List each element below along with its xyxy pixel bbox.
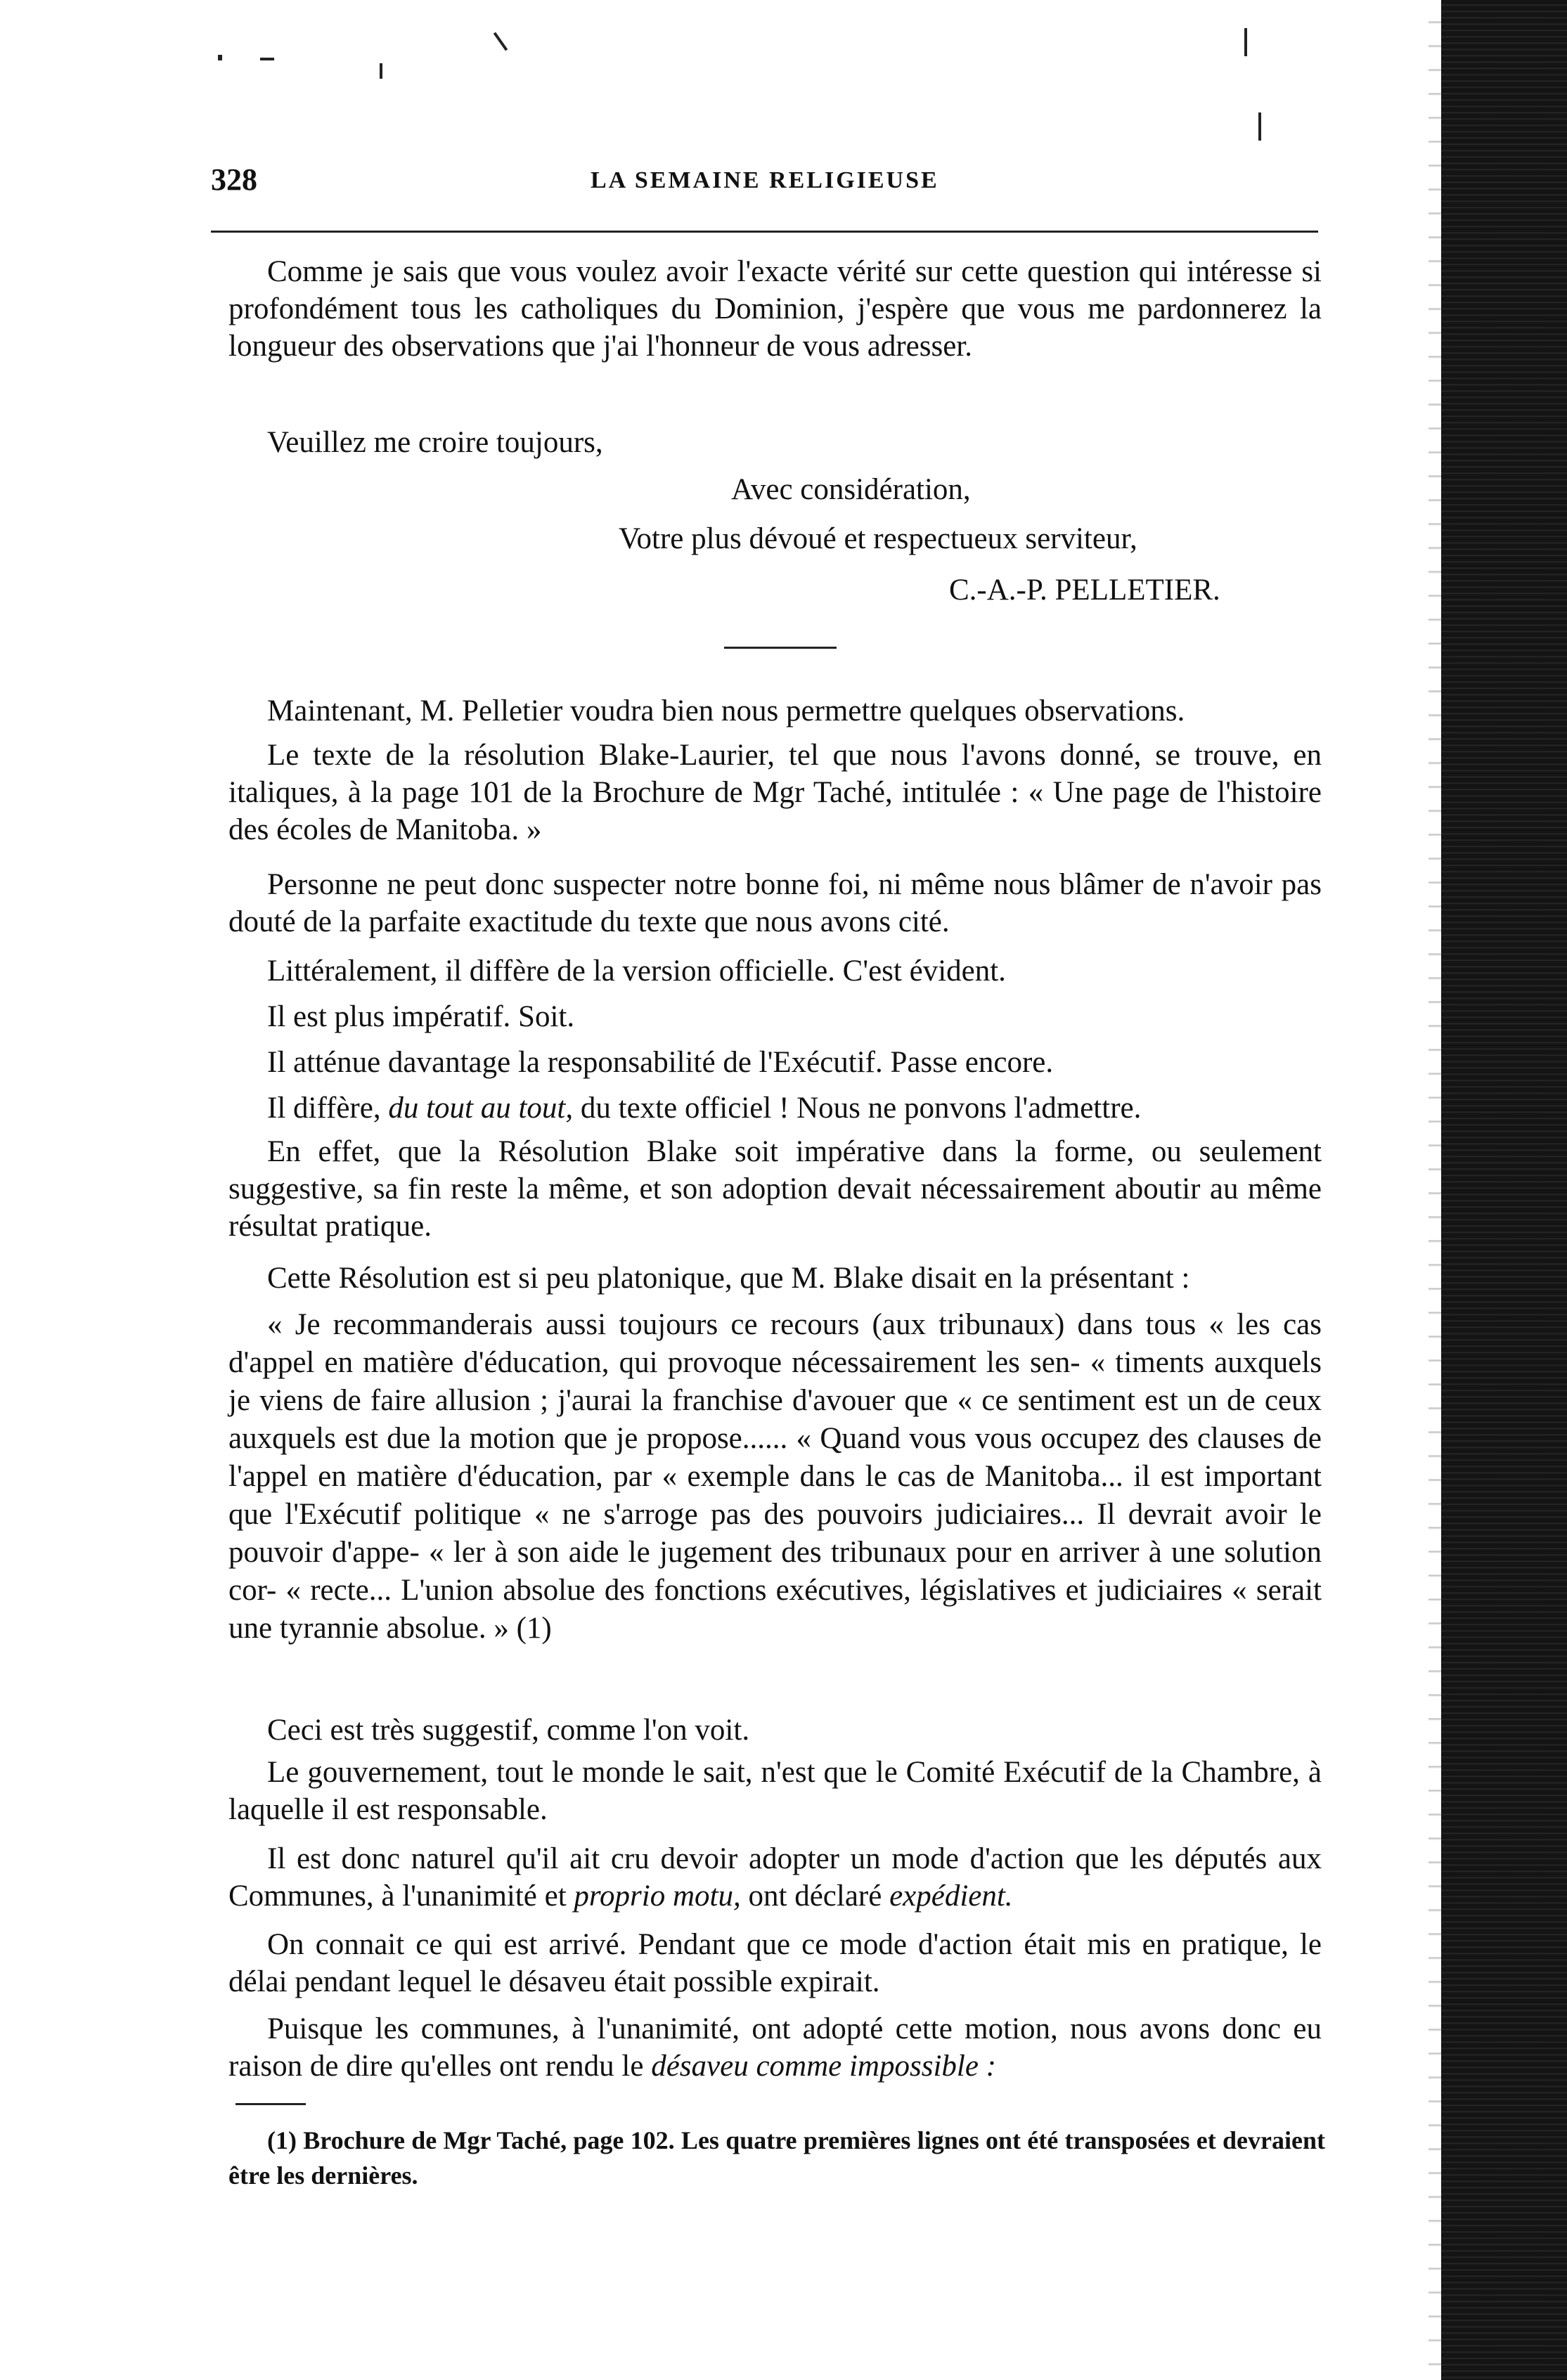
body-paragraph: [228, 1840, 1322, 1915]
body-italic: expédient.: [889, 1880, 1013, 1913]
body-text: Il diffère,: [267, 1092, 389, 1125]
letter-paragraph: Comme je sais que vous voulez avoir l'exacte vérité sur cette question qui intéresse si profondément tous les catholiques du Dominion, j'espère que vous me pardonnerez la longueur des observations que j'ai l'honneur de vous adresser.: [228, 255, 1322, 363]
body-italic: du tout au tout,: [388, 1092, 574, 1125]
body-text: ont déclaré: [740, 1880, 890, 1913]
scan-speck: [380, 63, 382, 79]
body-paragraph: Il atténue davantage la responsabilité de l'Exécutif. Passe encore.: [267, 1046, 1054, 1079]
letter-closing: Veuillez me croire toujours,: [267, 426, 603, 459]
letter-signature: C.-A.-P. PELLETIER.: [949, 574, 1220, 607]
body-paragraph: En effet, que la Résolution Blake soit impérative dans la forme, ou seulement suggestive, sa fin reste la même, et son adoption devait nécessairement aboutir au même résultat pratique.: [228, 1135, 1322, 1243]
body-paragraph: [228, 2010, 1322, 2085]
body-paragraph: On connait ce qui est arrivé. Pendant que ce mode d'action était mis en pratique, le délai pendant lequel le désaveu était possible expirait.: [228, 1928, 1322, 1998]
footnote: (1) Brochure de Mgr Taché, page 102. Les quatre premières lignes ont été transposées et devraient être les dernières.: [228, 2126, 1325, 2190]
scan-speck: [218, 55, 222, 60]
scan-speck: [1244, 28, 1247, 56]
body-paragraph: Il est plus impératif. Soit.: [267, 1000, 575, 1033]
scan-dark-margin: [1441, 0, 1567, 2380]
body-paragraph: Le texte de la résolution Blake-Laurier, tel que nous l'avons donné, se trouve, en italiques, à la page 101 de la Brochure de Mgr Taché, intitulée : « Une page de l'histoire des écoles de Manitoba. »: [228, 739, 1322, 846]
body-paragraph: Ceci est très suggestif, comme l'on voit.: [267, 1714, 750, 1747]
section-divider: [724, 647, 837, 649]
footnote-rule: [236, 2103, 306, 2105]
scan-speck: [494, 32, 508, 51]
body-paragraph: Le gouvernement, tout le monde le sait, n'est que le Comité Exécutif de la Chambre, à laquelle il est responsable.: [228, 1756, 1322, 1826]
body-italic: désaveu comme impossible :: [651, 2050, 996, 2083]
body-italic: proprio motu,: [574, 1880, 741, 1913]
quotation: « Je recommanderais aussi toujours ce recours (aux tribunaux) dans tous « les cas d'appel en matière d'éducation, qui provoque nécessairement les sen- « timents auxquels je viens de faire allusion ; j'aurai la franchise d'avouer que « ce sentiment est un de ceux auxquels est due la motion que je propose...... « Quand vous vous occupez des clauses de l'appel en matière d'éducation, par « exemple dans le cas de Manitoba... il est important que l'Exécutif politique « ne s'arroge pas des pouvoirs judiciaires... Il devrait avoir le pouvoir d'appe- « ler à son aide le jugement des tribunaux pour en arriver à une solution cor- « recte... L'union absolue des fonctions exécutives, législatives et judiciaires « serait une tyrannie absolue. » (1): [228, 1308, 1322, 1645]
running-title: LA SEMAINE RELIGIEUSE: [591, 167, 939, 193]
body-paragraph: [228, 1089, 1322, 1127]
letter-signoff: Votre plus dévoué et respectueux serviteur,: [619, 522, 1137, 555]
page-number: 328: [211, 162, 257, 197]
scan-speck: [1258, 112, 1261, 141]
body-text: du texte officiel ! Nous ne ponvons l'admettre.: [573, 1092, 1142, 1125]
letter-regards: Avec considération,: [731, 473, 971, 506]
scan-speck: [260, 58, 274, 60]
body-paragraph: Maintenant, M. Pelletier voudra bien nous permettre quelques observations.: [267, 694, 1185, 727]
body-paragraph: Personne ne peut donc suspecter notre bonne foi, ni même nous blâmer de n'avoir pas douté de la parfaite exactitude du texte que nous avons cité.: [228, 868, 1322, 938]
body-paragraph: Cette Résolution est si peu platonique, que M. Blake disait en la présentant :: [267, 1262, 1190, 1295]
page-header: [211, 162, 1318, 211]
body-text: Puisque les communes, à l'unanimité, ont adopté cette motion, nous avons donc eu raison de dire qu'elles ont rendu le: [228, 2012, 1322, 2083]
header-rule: [211, 231, 1318, 233]
body-text: Il est donc naturel qu'il ait cru devoir adopter un mode d'action que les députés aux Communes, à l'unanimité et: [228, 1842, 1322, 1913]
body-paragraph: Littéralement, il diffère de la version officielle. C'est évident.: [267, 955, 1006, 988]
